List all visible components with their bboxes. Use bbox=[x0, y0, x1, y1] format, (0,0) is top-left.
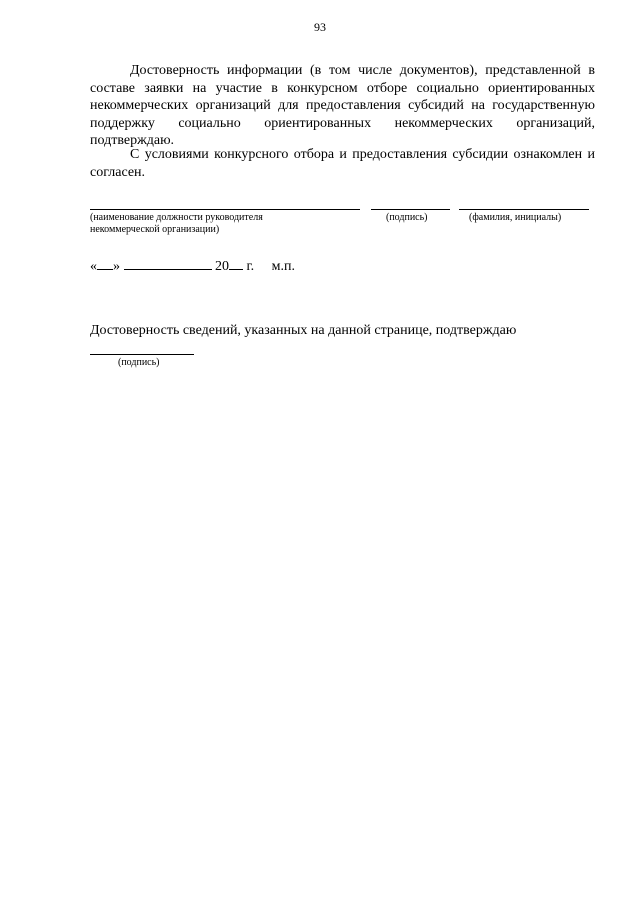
name-caption: (фамилия, инициалы) bbox=[469, 212, 562, 223]
year-blank bbox=[229, 258, 243, 270]
page-number: 93 bbox=[314, 20, 326, 34]
year-prefix: 20 bbox=[215, 259, 229, 274]
paragraph-reliability: Достоверность информации (в том числе документов), представленной в составе заявки на участие в конкурсном отборе социально ориентированных некоммерческих организаций для предоставления субсидий на государственную поддержку социально ориентированных некоммерческих организаций, подтверждаю. bbox=[90, 63, 595, 148]
date-line bbox=[90, 258, 295, 275]
year-suffix: г. bbox=[246, 259, 255, 274]
position-caption: (наименование должности руководителя некоммерческой организации) bbox=[90, 212, 263, 235]
day-blank bbox=[97, 258, 113, 270]
position-signature-line bbox=[90, 209, 360, 210]
confirmation-statement: Достоверность сведений, указанных на данной странице, подтверждаю bbox=[90, 323, 517, 338]
close-quote: » bbox=[113, 259, 120, 274]
signature-caption: (подпись) bbox=[386, 212, 428, 223]
month-blank bbox=[124, 258, 212, 270]
signature-line bbox=[371, 209, 450, 210]
confirmation-signature-caption: (подпись) bbox=[118, 357, 160, 368]
paragraph-agreement: С условиями конкурсного отбора и предоставления субсидии ознакомлен и согласен. bbox=[90, 147, 595, 180]
seal-mark: м.п. bbox=[271, 259, 296, 274]
open-quote: « bbox=[90, 259, 97, 274]
name-signature-line bbox=[459, 209, 589, 210]
confirmation-signature-line bbox=[90, 354, 194, 355]
